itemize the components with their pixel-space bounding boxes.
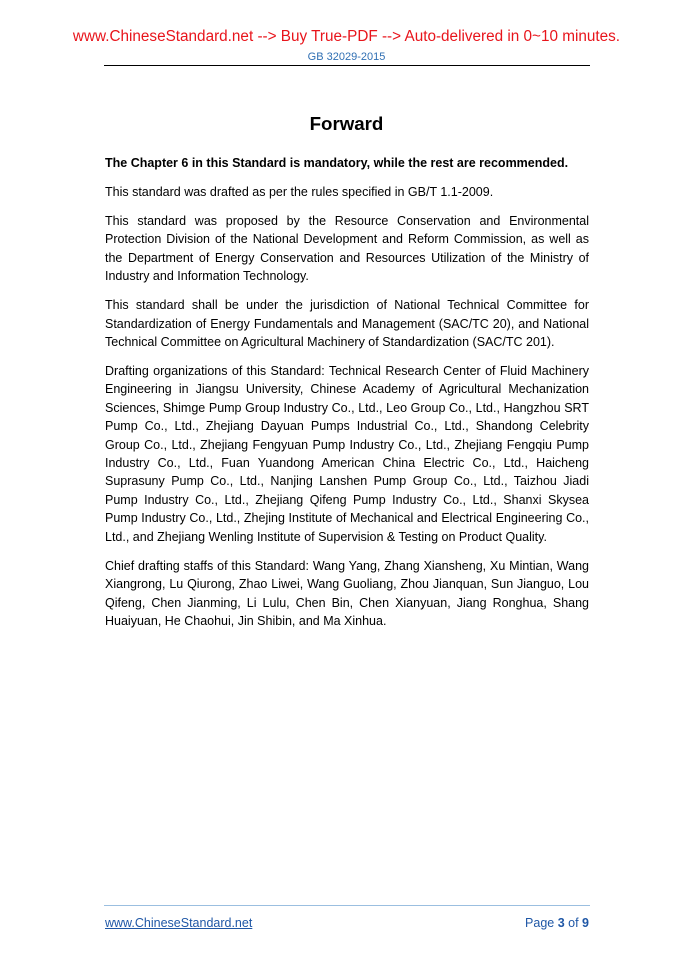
page-current: 3 — [557, 916, 565, 930]
document-body — [105, 154, 589, 641]
page-prefix: Page — [525, 916, 558, 930]
paragraph-drafting-rules: This standard was drafted as per the rules specified in GB/T 1.1-2009. — [105, 185, 494, 199]
paragraph-proposed-by: This standard was proposed by the Resource Conservation and Environmental Protection Division of the National Development and Reform Commission, as well as the Department of Energy Conservation and Resources Utilization of the Ministry of Industry and Information Technology. — [105, 214, 589, 284]
paragraph-jurisdiction: This standard shall be under the jurisdiction of National Technical Committee for Standardization of Energy Fundamentals and Management (SAC/TC 20), and National Technical Committee on Agricultural Machinery of Standardization (SAC/TC 201). — [105, 298, 589, 350]
mandatory-statement: The Chapter 6 in this Standard is mandatory, while the rest are recommended. — [105, 156, 569, 170]
footer-divider — [104, 905, 590, 906]
page-number — [525, 915, 589, 931]
page-total: 9 — [582, 916, 589, 930]
paragraph-chief-drafting-staffs: Chief drafting staffs of this Standard: Wang Yang, Zhang Xiansheng, Xu Mintian, Wang Xiangrong, Lu Qiurong, Zhao Liwei, Wang Guoliang, Zhou Jianquan, Sun Jianguo, Lou Qifeng, Chen Jianming, Li Lulu, Chen Bin, Chen Xianyuan, Jiang Ronghua, Shang Huaiyuan, He Chaohui, Jin Shibin, and Ma Xinhua. — [105, 558, 589, 628]
header-banner-link[interactable]: www.ChineseStandard.net --> Buy True-PDF --> Auto-delivered in 0~10 minutes. — [72, 28, 621, 45]
footer-website-link[interactable]: www.ChineseStandard.net — [105, 916, 253, 930]
header-divider — [104, 65, 590, 66]
paragraph-drafting-organizations: Drafting organizations of this Standard: Technical Research Center of Fluid Machinery Engineering in Jiangsu University, Chinese Academy of Agricultural Mechanization Sciences, Shimge Pump Group Industry Co., Ltd., Leo Group Co., Ltd., Hangzhou SRT Pump Co., Ltd., Zhejiang Dayuan Pumps Industrial Co., Ltd., Shandong Celebrity Group Co., Ltd., Zhejiang Fengyuan Pump Industry Co., Ltd., Zhejiang Fengqiu Pump Industry Co., Ltd., Fuan Yuandong American China Electric Co., Ltd., Haicheng Suprasuny Pump Co., Ltd., Nanjing Lanshen Pump Group Co., Ltd., Taizhou Jiadi Pump Industry Co., Ltd., Zhejiang Qifeng Pump Industry Co., Ltd., Shanxi Skysea Pump Industry Co., Ltd., Zhejing Institute of Mechanical and Electrical Engineering Co., Ltd., and Zhejiang Wenling Institute of Supervision & Testing on Product Quality. — [105, 364, 589, 544]
standard-code: GB 32029-2015 — [307, 51, 386, 63]
page-title: Forward — [309, 113, 384, 134]
page-of: of — [564, 916, 583, 930]
